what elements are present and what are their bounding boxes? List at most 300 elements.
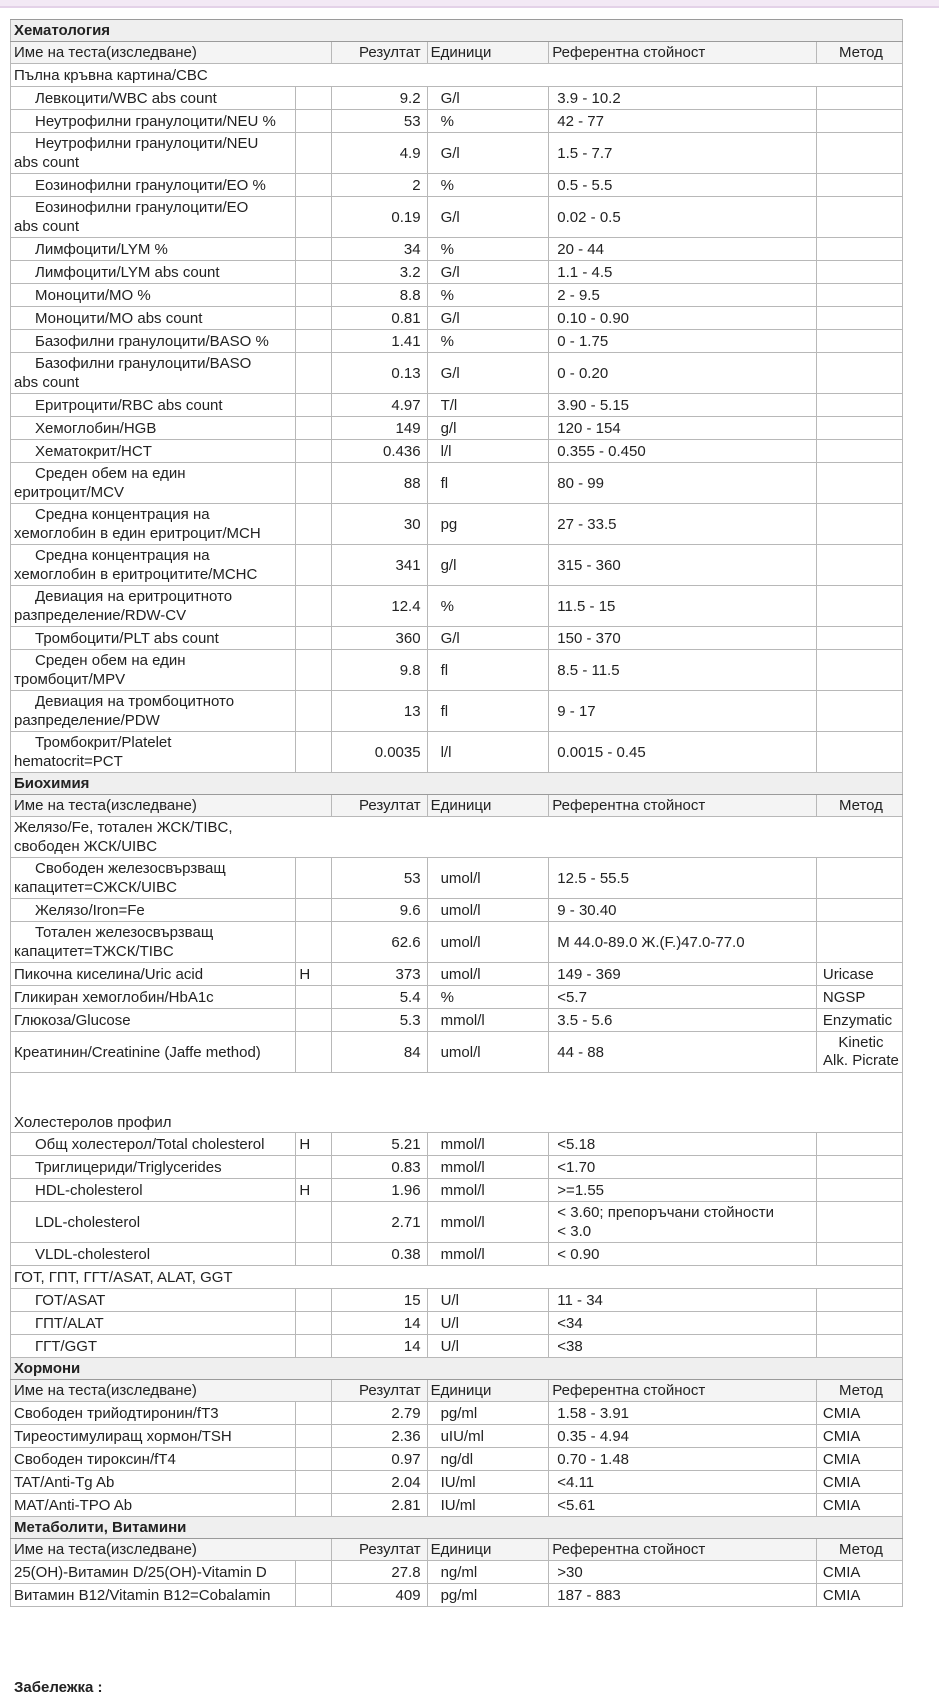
method (816, 110, 902, 133)
method (816, 545, 902, 586)
reference-range: 0.5 - 5.5 (549, 174, 817, 197)
result-row (11, 1243, 903, 1266)
result-value: 0.19 (332, 197, 427, 238)
method (816, 394, 902, 417)
result-flag (296, 1584, 332, 1607)
result-row (11, 110, 903, 133)
test-name: Средна концентрация на хемоглобин в еритроцитите/MCHC (11, 545, 296, 586)
reference-range: 0.0015 - 0.45 (549, 732, 817, 773)
result-value: 84 (332, 1032, 427, 1073)
result-units: mmol/l (427, 1179, 549, 1202)
reference-range: >30 (549, 1561, 817, 1584)
result-units: G/l (427, 197, 549, 238)
header-units: Единици (427, 1539, 549, 1561)
result-flag (296, 174, 332, 197)
result-flag (296, 394, 332, 417)
header-test-name: Име на теста(изследване) (11, 795, 332, 817)
result-flag (296, 1289, 332, 1312)
section-title: Биохимия (11, 773, 903, 795)
result-units: g/l (427, 545, 549, 586)
result-value: 88 (332, 463, 427, 504)
reference-range: 3.5 - 5.6 (549, 1009, 817, 1032)
result-units: fl (427, 650, 549, 691)
test-name: Еозинофилни гранулоцити/EO % (11, 174, 296, 197)
reference-range: 149 - 369 (549, 963, 817, 986)
test-name: Триглицериди/Triglycerides (11, 1156, 296, 1179)
result-flag (296, 261, 332, 284)
result-row (11, 963, 903, 986)
result-units: G/l (427, 627, 549, 650)
test-name: Глюкоза/Glucose (11, 1009, 296, 1032)
reference-range: 27 - 33.5 (549, 504, 817, 545)
reference-range: 0.70 - 1.48 (549, 1448, 817, 1471)
result-flag: H (296, 1133, 332, 1156)
result-flag (296, 986, 332, 1009)
reference-range: 2 - 9.5 (549, 284, 817, 307)
result-value: 2.81 (332, 1494, 427, 1517)
result-units: G/l (427, 87, 549, 110)
method (816, 586, 902, 627)
result-row (11, 174, 903, 197)
test-name: Лимфоцити/LYM % (11, 238, 296, 261)
result-flag (296, 1494, 332, 1517)
method: CMIA (816, 1448, 902, 1471)
result-row (11, 440, 903, 463)
column-headers (11, 795, 903, 817)
result-row (11, 650, 903, 691)
result-flag (296, 650, 332, 691)
method: Enzymatic (816, 1009, 902, 1032)
method (816, 1156, 902, 1179)
result-units: fl (427, 691, 549, 732)
header-test-name: Име на теста(изследване) (11, 1539, 332, 1561)
result-units: % (427, 986, 549, 1009)
result-units: mmol/l (427, 1202, 549, 1243)
result-units: % (427, 238, 549, 261)
method (816, 1312, 902, 1335)
method (816, 330, 902, 353)
result-value: 4.9 (332, 133, 427, 174)
method (816, 463, 902, 504)
result-row (11, 238, 903, 261)
reference-range: >=1.55 (549, 1179, 817, 1202)
result-units: umol/l (427, 899, 549, 922)
header-method: Метод (816, 1539, 902, 1561)
reference-range: 12.5 - 55.5 (549, 858, 817, 899)
result-units: umol/l (427, 922, 549, 963)
result-flag (296, 463, 332, 504)
result-units: U/l (427, 1289, 549, 1312)
result-value: 8.8 (332, 284, 427, 307)
result-row (11, 1494, 903, 1517)
result-value: 5.4 (332, 986, 427, 1009)
result-value: 4.97 (332, 394, 427, 417)
result-units: % (427, 586, 549, 627)
result-flag (296, 1156, 332, 1179)
result-row (11, 353, 903, 394)
result-flag (296, 307, 332, 330)
test-name: 25(OH)-Витамин D/25(OH)-Vitamin D (11, 1561, 296, 1584)
test-name: Гликиран хемоглобин/HbA1c (11, 986, 296, 1009)
result-row (11, 1471, 903, 1494)
result-row (11, 87, 903, 110)
header-method: Метод (816, 42, 902, 64)
test-name: Еритроцити/RBC abs count (11, 394, 296, 417)
test-name: ГОТ/ASAT (11, 1289, 296, 1312)
result-units: mmol/l (427, 1243, 549, 1266)
result-row (11, 586, 903, 627)
reference-range: < 3.60; препоръчани стойности < 3.0 (549, 1202, 817, 1243)
result-units: l/l (427, 440, 549, 463)
result-units: IU/ml (427, 1471, 549, 1494)
reference-range: <5.61 (549, 1494, 817, 1517)
header-test-name: Име на теста(изследване) (11, 42, 332, 64)
result-flag (296, 110, 332, 133)
header-result: Резултат (332, 1380, 427, 1402)
result-value: 9.2 (332, 87, 427, 110)
method (816, 1133, 902, 1156)
result-units: mmol/l (427, 1009, 549, 1032)
header-result: Резултат (332, 1539, 427, 1561)
result-units: uIU/ml (427, 1425, 549, 1448)
method (816, 261, 902, 284)
section-header (11, 1358, 903, 1380)
reference-range: <5.7 (549, 986, 817, 1009)
test-name: Тотален железосвързващ капацитет=ТЖСК/TIBC (11, 922, 296, 963)
reference-range: 20 - 44 (549, 238, 817, 261)
result-row (11, 899, 903, 922)
reference-range: <5.18 (549, 1133, 817, 1156)
result-value: 27.8 (332, 1561, 427, 1584)
test-name: Свободен железосвързващ капацитет=СЖСК/UIBC (11, 858, 296, 899)
test-name: Базофилни гранулоцити/BASO abs count (11, 353, 296, 394)
method: CMIA (816, 1561, 902, 1584)
result-value: 9.8 (332, 650, 427, 691)
result-units: % (427, 330, 549, 353)
result-value: 2.79 (332, 1402, 427, 1425)
result-row (11, 1156, 903, 1179)
group-row (11, 817, 903, 858)
result-value: 62.6 (332, 922, 427, 963)
method (816, 87, 902, 110)
result-flag (296, 197, 332, 238)
result-units: % (427, 174, 549, 197)
result-row (11, 1335, 903, 1358)
test-name: VLDL-cholesterol (11, 1243, 296, 1266)
test-name: Свободен тироксин/fT4 (11, 1448, 296, 1471)
test-name: Средна концентрация на хемоглобин в един еритроцит/MCH (11, 504, 296, 545)
result-flag (296, 627, 332, 650)
result-value: 2 (332, 174, 427, 197)
result-flag (296, 133, 332, 174)
method (816, 1335, 902, 1358)
result-units: mmol/l (427, 1156, 549, 1179)
test-name: Тиреостимулиращ хормон/TSH (11, 1425, 296, 1448)
result-value: 5.21 (332, 1133, 427, 1156)
result-value: 1.41 (332, 330, 427, 353)
test-name: ГГТ/GGT (11, 1335, 296, 1358)
test-name: Хемоглобин/HGB (11, 417, 296, 440)
result-row (11, 197, 903, 238)
method (816, 1202, 902, 1243)
test-name: LDL-cholesterol (11, 1202, 296, 1243)
result-row (11, 986, 903, 1009)
reference-range: 0 - 1.75 (549, 330, 817, 353)
reference-range: 187 - 883 (549, 1584, 817, 1607)
result-flag: H (296, 1179, 332, 1202)
result-value: 30 (332, 504, 427, 545)
group-row (11, 64, 903, 87)
column-headers (11, 1539, 903, 1561)
reference-range: 80 - 99 (549, 463, 817, 504)
test-name: Неутрофилни гранулоцити/NEU abs count (11, 133, 296, 174)
result-units: umol/l (427, 963, 549, 986)
result-units: G/l (427, 307, 549, 330)
result-value: 373 (332, 963, 427, 986)
result-row (11, 922, 903, 963)
method: NGSP (816, 986, 902, 1009)
reference-range: 11 - 34 (549, 1289, 817, 1312)
method (816, 627, 902, 650)
result-value: 9.6 (332, 899, 427, 922)
result-value: 3.2 (332, 261, 427, 284)
result-value: 1.96 (332, 1179, 427, 1202)
reference-range: <34 (549, 1312, 817, 1335)
result-units: pg/ml (427, 1584, 549, 1607)
test-name: Неутрофилни гранулоцити/NEU % (11, 110, 296, 133)
result-units: IU/ml (427, 1494, 549, 1517)
test-name: Тромбокрит/Platelet hematocrit=PCT (11, 732, 296, 773)
result-row (11, 691, 903, 732)
test-name: Креатинин/Creatinine (Jaffe method) (11, 1032, 296, 1073)
result-units: g/l (427, 417, 549, 440)
result-flag (296, 1561, 332, 1584)
result-value: 2.71 (332, 1202, 427, 1243)
reference-range: 8.5 - 11.5 (549, 650, 817, 691)
reference-range: 0.10 - 0.90 (549, 307, 817, 330)
method: CMIA (816, 1584, 902, 1607)
result-units: U/l (427, 1312, 549, 1335)
footer-note: Забележка : (14, 1679, 103, 1696)
method (816, 899, 902, 922)
result-value: 2.36 (332, 1425, 427, 1448)
result-row (11, 284, 903, 307)
top-bar (0, 0, 939, 8)
section-header (11, 20, 903, 42)
result-value: 341 (332, 545, 427, 586)
result-row (11, 133, 903, 174)
method (816, 1179, 902, 1202)
result-value: 53 (332, 858, 427, 899)
result-units: mmol/l (427, 1133, 549, 1156)
result-row (11, 261, 903, 284)
result-flag (296, 1402, 332, 1425)
result-flag (296, 440, 332, 463)
result-units: U/l (427, 1335, 549, 1358)
result-units: G/l (427, 133, 549, 174)
result-units: umol/l (427, 858, 549, 899)
result-value: 34 (332, 238, 427, 261)
result-value: 15 (332, 1289, 427, 1312)
reference-range: 1.5 - 7.7 (549, 133, 817, 174)
result-flag (296, 330, 332, 353)
method: Uricase (816, 963, 902, 986)
result-row (11, 545, 903, 586)
method (816, 1289, 902, 1312)
method (816, 174, 902, 197)
result-flag (296, 353, 332, 394)
header-reference: Референтна стойност (549, 1539, 817, 1561)
group-row (11, 1266, 903, 1289)
test-name: Среден обем на един еритроцит/MCV (11, 463, 296, 504)
test-name: Лимфоцити/LYM abs count (11, 261, 296, 284)
test-name: HDL-cholesterol (11, 1179, 296, 1202)
result-units: ng/dl (427, 1448, 549, 1471)
method (816, 197, 902, 238)
result-flag: H (296, 963, 332, 986)
result-flag (296, 417, 332, 440)
method (816, 691, 902, 732)
result-units: fl (427, 463, 549, 504)
test-name: Витамин B12/Vitamin B12=Cobalamin (11, 1584, 296, 1607)
result-value: 5.3 (332, 1009, 427, 1032)
reference-range: М 44.0-89.0 Ж.(F.)47.0-77.0 (549, 922, 817, 963)
reference-range: 11.5 - 15 (549, 586, 817, 627)
reference-range: 0.02 - 0.5 (549, 197, 817, 238)
header-test-name: Име на теста(изследване) (11, 1380, 332, 1402)
result-flag (296, 899, 332, 922)
result-row (11, 1312, 903, 1335)
result-row (11, 504, 903, 545)
result-value: 409 (332, 1584, 427, 1607)
result-value: 14 (332, 1312, 427, 1335)
result-value: 149 (332, 417, 427, 440)
method: CMIA (816, 1402, 902, 1425)
reference-range: 0.35 - 4.94 (549, 1425, 817, 1448)
result-units: umol/l (427, 1032, 549, 1073)
result-units: ng/ml (427, 1561, 549, 1584)
result-row (11, 307, 903, 330)
reference-range: <38 (549, 1335, 817, 1358)
method (816, 732, 902, 773)
result-value: 0.13 (332, 353, 427, 394)
test-name: Базофилни гранулоцити/BASO % (11, 330, 296, 353)
section-header (11, 773, 903, 795)
result-flag (296, 1335, 332, 1358)
test-name: ГПТ/ALAT (11, 1312, 296, 1335)
result-value: 0.83 (332, 1156, 427, 1179)
result-row (11, 1584, 903, 1607)
header-units: Единици (427, 1380, 549, 1402)
result-row (11, 1202, 903, 1243)
test-name: Пикочна киселина/Uric acid (11, 963, 296, 986)
reference-range: 1.1 - 4.5 (549, 261, 817, 284)
result-units: G/l (427, 353, 549, 394)
header-units: Единици (427, 42, 549, 64)
result-flag (296, 87, 332, 110)
result-units: T/l (427, 394, 549, 417)
reference-range: 0.355 - 0.450 (549, 440, 817, 463)
result-row (11, 330, 903, 353)
method: CMIA (816, 1471, 902, 1494)
reference-range: 3.9 - 10.2 (549, 87, 817, 110)
reference-range: 315 - 360 (549, 545, 817, 586)
lab-results-table (10, 19, 903, 1607)
result-value: 0.0035 (332, 732, 427, 773)
result-value: 0.38 (332, 1243, 427, 1266)
result-row (11, 1402, 903, 1425)
test-name: Хематокрит/HCT (11, 440, 296, 463)
reference-range: <4.11 (549, 1471, 817, 1494)
result-flag (296, 545, 332, 586)
header-result: Резултат (332, 42, 427, 64)
header-method: Метод (816, 1380, 902, 1402)
method (816, 650, 902, 691)
column-headers (11, 1380, 903, 1402)
result-value: 53 (332, 110, 427, 133)
result-row (11, 627, 903, 650)
result-flag (296, 1032, 332, 1073)
test-name: Среден обем на един тромбоцит/MPV (11, 650, 296, 691)
result-row (11, 1009, 903, 1032)
header-reference: Референтна стойност (549, 42, 817, 64)
test-name: Моноцити/MO % (11, 284, 296, 307)
result-flag (296, 586, 332, 627)
group-name: Пълна кръвна картина/CBC (11, 64, 903, 87)
result-flag (296, 1312, 332, 1335)
method (816, 284, 902, 307)
result-value: 0.97 (332, 1448, 427, 1471)
result-flag (296, 922, 332, 963)
section-header (11, 1517, 903, 1539)
section-title: Метаболити, Витамини (11, 1517, 903, 1539)
result-flag (296, 238, 332, 261)
result-units: % (427, 110, 549, 133)
result-row (11, 463, 903, 504)
section-title: Хематология (11, 20, 903, 42)
reference-range: 3.90 - 5.15 (549, 394, 817, 417)
reference-range: 150 - 370 (549, 627, 817, 650)
result-flag (296, 691, 332, 732)
result-flag (296, 504, 332, 545)
header-reference: Референтна стойност (549, 1380, 817, 1402)
result-units: % (427, 284, 549, 307)
header-result: Резултат (332, 795, 427, 817)
test-name: Девиация на еритроцитното разпределение/RDW-CV (11, 586, 296, 627)
method (816, 307, 902, 330)
result-flag (296, 284, 332, 307)
result-flag (296, 1448, 332, 1471)
result-value: 360 (332, 627, 427, 650)
result-flag (296, 1471, 332, 1494)
result-row (11, 1133, 903, 1156)
reference-range: 120 - 154 (549, 417, 817, 440)
reference-range: < 0.90 (549, 1243, 817, 1266)
result-units: pg (427, 504, 549, 545)
reference-range: 9 - 17 (549, 691, 817, 732)
method (816, 504, 902, 545)
test-name: Общ холестерол/Total cholesterol (11, 1133, 296, 1156)
test-name: Девиация на тромбоцитното разпределение/PDW (11, 691, 296, 732)
method (816, 1243, 902, 1266)
section-title: Хормони (11, 1358, 903, 1380)
result-units: G/l (427, 261, 549, 284)
reference-range: 44 - 88 (549, 1032, 817, 1073)
method (816, 858, 902, 899)
result-flag (296, 1009, 332, 1032)
result-units: l/l (427, 732, 549, 773)
method: CMIA (816, 1425, 902, 1448)
